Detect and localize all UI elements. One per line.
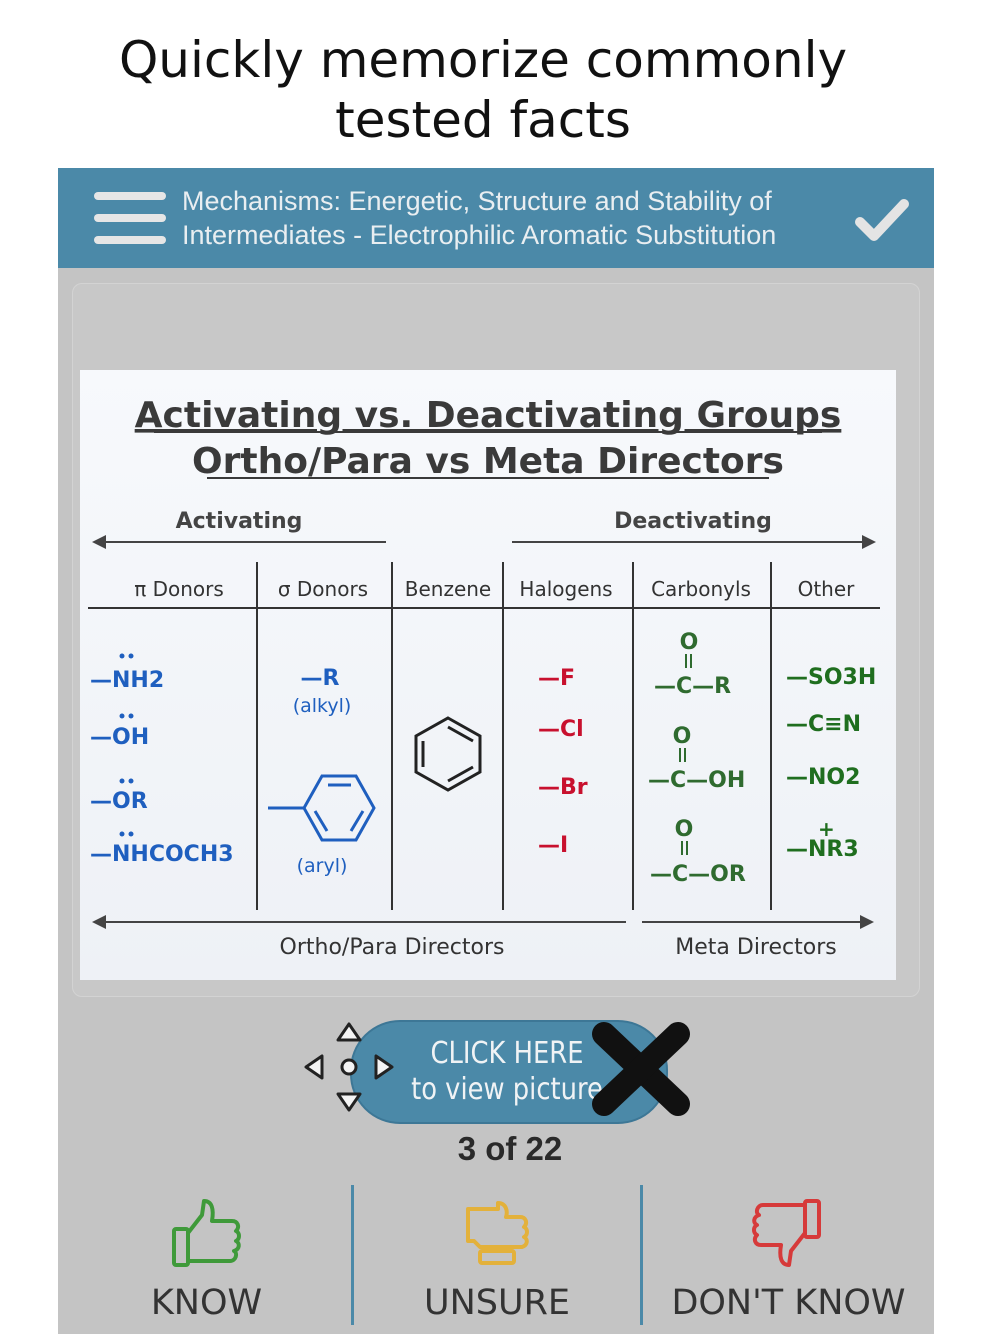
col-pi-donors: π Donors [134, 577, 224, 601]
carbonyl-o-2: O [672, 724, 692, 749]
headline-line-1: Quickly memorize commonly [118, 31, 848, 89]
figure-title-2: Ortho/Para vs Meta Directors [192, 441, 784, 482]
view-picture-line-1: CLICK HERE [430, 1036, 584, 1071]
topic-line-1: Mechanisms: Energetic, Structure and Stability of [182, 186, 772, 216]
carbonyl-acid: —C—OH [648, 768, 746, 793]
card-counter: 3 of 22 [457, 1130, 563, 1167]
pi-donor-nh2: —NH2 [90, 668, 165, 693]
carbonyl-ester: —C—OR [650, 862, 746, 887]
sigma-donor-alkyl: (alkyl) [292, 695, 352, 717]
move-arrows-icon[interactable] [302, 1020, 396, 1114]
close-x-icon[interactable] [586, 1018, 696, 1120]
pi-donor-or: —OR [90, 789, 148, 814]
aryl-ring-icon [268, 776, 374, 840]
halogen-br: —Br [538, 775, 588, 800]
sigma-donor-aryl: (aryl) [296, 855, 348, 877]
top-bar [58, 168, 934, 268]
thumbs-down-icon [749, 1195, 825, 1271]
topic-line-2: Intermediates - Electrophilic Aromatic Substitution [182, 220, 777, 250]
col-sigma-donors: σ Donors [277, 577, 369, 601]
halogen-f: —F [538, 666, 576, 691]
menu-icon[interactable] [58, 168, 178, 268]
col-halogens: Halogens [519, 577, 613, 601]
figure-title-1: Activating vs. Deactivating Groups [134, 395, 842, 436]
meta-label: Meta Directors [675, 935, 837, 960]
headline-line-2: tested facts [335, 91, 631, 149]
other-so3h: —SO3H [786, 665, 877, 690]
sigma-donor-r: —R [300, 666, 340, 691]
pi-donor-oh: —OH [90, 725, 150, 750]
col-carbonyls: Carbonyls [651, 577, 751, 601]
svg-text:+: + [818, 817, 835, 841]
checkmark-icon[interactable] [854, 196, 910, 242]
unsure-label: UNSURE [423, 1283, 571, 1323]
topic-title [182, 184, 842, 252]
other-cn: —C≡N [786, 712, 861, 737]
headline [0, 30, 966, 150]
view-picture-line-2: to view picture [411, 1072, 603, 1107]
know-button[interactable] [62, 1185, 351, 1330]
halogen-cl: —Cl [538, 717, 584, 742]
other-nr3: —NR3 [786, 837, 859, 862]
thumbs-up-icon [168, 1195, 244, 1271]
unsure-button[interactable] [354, 1185, 640, 1330]
col-other: Other [797, 577, 855, 601]
carbonyl-o-3: O [674, 817, 694, 842]
dont-know-label: DON'T KNOW [671, 1283, 906, 1323]
deactivating-label: Deactivating [614, 509, 772, 534]
pi-donor-nhcoch3: —NHCOCH3 [90, 842, 234, 867]
know-label: KNOW [150, 1283, 263, 1323]
other-no2: —NO2 [786, 765, 861, 790]
activating-label: Activating [175, 509, 303, 534]
carbonyl-o-1: O [679, 630, 699, 655]
ortho-para-label: Ortho/Para Directors [279, 935, 505, 960]
benzene-ring-icon [416, 718, 480, 790]
halogen-i: —I [538, 833, 569, 858]
col-benzene: Benzene [404, 577, 492, 601]
flashcard-image [80, 370, 896, 980]
hand-so-so-icon [458, 1195, 534, 1271]
dont-know-button[interactable] [643, 1185, 934, 1330]
carbonyl-ketone: —C—R [654, 674, 732, 699]
